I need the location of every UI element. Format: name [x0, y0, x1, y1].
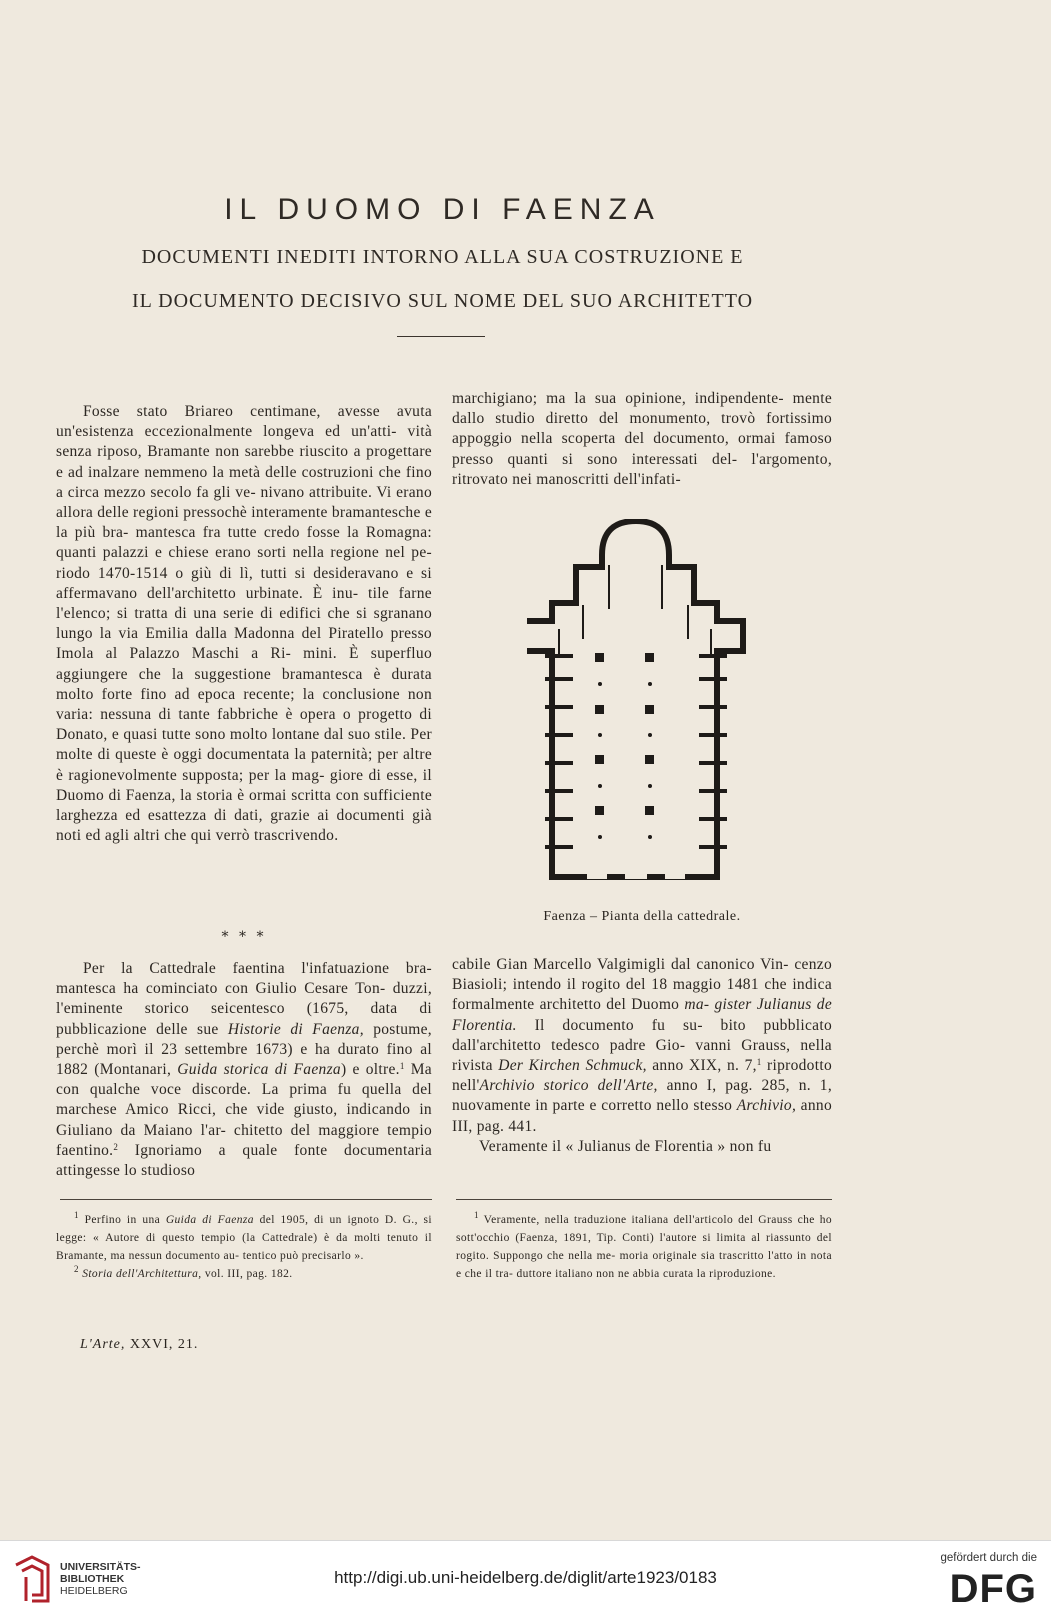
piers: [595, 653, 654, 839]
text-run: cabile Gian Marcello Valgimigli dal canonico Vin- cenzo Biasioli; intendo il rogito del 18 maggio 1481 che indica formalmente architetto del Duomo: [452, 956, 832, 1014]
journal-name: L'Arte,: [80, 1337, 126, 1352]
footnote-divider-right: [456, 1199, 832, 1200]
facade-doors: [587, 873, 685, 879]
footnote-ref: 1: [399, 1061, 405, 1072]
footnote-number: 2: [74, 1264, 79, 1274]
text-run: Veramente, nella traduzione italiana dell'articolo del Grauss che ho sott'occhio (Faenza, 1891, Tip. Conti) l'autore si limita al riassunto del rogito. Suppongo che nella me- moria originale sia trascritto l'atto in nota e che il tra- duttore italiano non ne abbia curata la riproduzione.: [456, 1214, 832, 1280]
left-column-bottom: [56, 959, 432, 1181]
final-paragraph: Veramente il « Julianus de Florentia » non fu: [479, 1137, 772, 1155]
footnote-ref: 1: [756, 1057, 762, 1068]
section-separator: * * *: [221, 929, 267, 945]
cathedral-paragraph: [56, 959, 432, 1181]
plan-outline: [527, 521, 743, 877]
text-run: riprodotto nell': [452, 1057, 832, 1095]
italic-title: Der Kirchen Schmuck,: [498, 1057, 647, 1075]
footnotes-right: [456, 1211, 832, 1283]
library-line: UNIVERSITÄTS-: [60, 1561, 141, 1573]
text-run: postume, perchè morì il 23 settembre 1673) e ha durato fino al 1882 (Montanari,: [56, 1020, 432, 1079]
italic-title: Guida storica di Faenza: [177, 1061, 341, 1079]
text-run: anno III, pag. 441.: [452, 1097, 832, 1135]
library-line: BIBLIOTHEK: [60, 1573, 125, 1585]
italic-title: Archivio,: [736, 1097, 797, 1115]
text-run: del 1905, di un ignoto D. G., si legge: « Autore di questo tempio (la Cattedrale) è da molti tenuto il Bramante, ma nessun documento au- tentico può precisarlo ».: [56, 1214, 432, 1262]
text-run: Ignoriamo a quale fonte documentaria attingesse lo studioso: [56, 1141, 432, 1180]
title-divider: [397, 336, 485, 337]
continued-paragraph: marchigiano; ma la sua opinione, indipendente- mente dallo studio diretto del monumento, trovò fortissimo appoggio nella scoperta del documento, ormai famoso presso quanti si sono interessati del- l'argomento, ritrovato nei manoscritti dell'infati-: [452, 390, 832, 488]
footnote-1: [56, 1211, 432, 1265]
text-run: Per la Cattedrale faentina l'infatuazione bra- mantesca ha cominciato con Giulio Cesare Ton- duzzi, l'eminente storico seicentesco (1675, data di pubblicazione delle sue: [56, 960, 432, 1038]
funding-note: gefördert durch die: [940, 1552, 1037, 1564]
subtitle-line-2: IL DOCUMENTO DECISIVO SUL NOME DEL SUO ARCHITETTO: [131, 290, 754, 312]
footnote-1-right: [456, 1211, 832, 1283]
subtitle-line-1: DOCUMENTI INEDITI INTORNO ALLA SUA COSTRUZIONE E: [141, 246, 744, 268]
right-column-top: [452, 389, 832, 490]
text-run: ) e oltre.: [340, 1061, 400, 1079]
text-run: Perfino in una: [78, 1214, 166, 1226]
page-title: IL DUOMO DI FAENZA: [224, 193, 661, 226]
footnotes-left: [56, 1211, 432, 1283]
chapel-walls: [545, 654, 727, 849]
library-line: HEIDELBERG: [60, 1585, 128, 1597]
left-column-top: [56, 402, 432, 846]
document-paragraph: [452, 955, 832, 1137]
footnote-number: 1: [74, 1210, 79, 1220]
issue-number: XXVI, 21.: [125, 1337, 199, 1352]
page-folio: [80, 1337, 198, 1353]
footnote-2: [56, 1265, 432, 1283]
digitization-footer: [0, 1540, 1051, 1618]
dfg-logo: DFG: [949, 1567, 1037, 1611]
text-run: Il documento fu su- bito pubblicato dall'architetto tedesco padre Gio- vanni Grauss, nella rivista: [452, 1016, 832, 1075]
italic-quote: ma- gister Julianus de Florentia.: [452, 996, 832, 1034]
plan-inner-walls: [559, 565, 711, 654]
text-run: Ma con qualche voce discorde. La prima fu quella del marchese Amico Ricci, che vide giusto, indicando in Giuliano da Maiano l'ar- chitetto del maggiore tempio faentino.: [56, 1061, 432, 1159]
text-run: vol. III, pag. 182.: [201, 1268, 293, 1280]
footnote-ref: 2: [113, 1141, 119, 1152]
text-run: anno I, pag. 285, n. 1, nuovamente in parte e corretto nello stesso: [452, 1077, 832, 1115]
cathedral-floor-plan: [527, 519, 749, 901]
footnote-number: 1: [474, 1210, 479, 1220]
figure-caption: Faenza – Pianta della cattedrale.: [543, 909, 741, 924]
permalink-url[interactable]: http://digi.ub.uni-heidelberg.de/diglit/arte1923/0183: [334, 1568, 717, 1587]
italic-title: Historie di Faenza,: [227, 1020, 364, 1038]
italic-title: Guida di Faenza: [165, 1214, 254, 1226]
footnote-divider-left: [60, 1199, 432, 1200]
intro-paragraph: Fosse stato Briareo centimane, avesse avuta un'esistenza eccezionalmente longeva ed un'atti- vità senza riposo, Bramante non sarebbe riuscito a progettare e ad inalzare nemmeno la metà delle costruzioni che fino a circa mezzo secolo fa gli ve- nivano attribuite. Vi erano allora delle regioni pressochè interamente bramantesche e la più bra- mantesca fra tutte credo fosse la Romagna: quanti palazzi e chiese erano sorti nella regione nel pe- riodo 1470-1514 o giù di lì, tutti si desideravano e si affermavano dell'architetto urbinate. È inu- tile farne l'elenco; si tratta di una serie di edifici che si sgranano lungo la via Emilia dalla Madonna del Piratello presso Imola al Palazzo Maschi a Ri- mini. È superfluo aggiungere che la suggestione bramantesca è durata molto forte fino ad epoca recente; la conclusione non varia: nessuna di tante fabbriche è opera o progetto di Donato, e quasi tutte sono molto lontane dal suo stile. Per molte di queste è oggi documentata la paternità; per altre è ragionevolmente supposta; per la mag- giore di esse, il Duomo di Faenza, la storia è ormai scritta con sufficiente larghezza ed esattezza di dati, grazie ai documenti già noti ed agli altri che qui verrò trascrivendo.: [56, 403, 433, 845]
italic-title: Storia dell'Architettura,: [82, 1268, 202, 1280]
italic-title: Archivio storico dell'Arte,: [479, 1077, 658, 1095]
text-run: anno XIX, n. 7,: [646, 1057, 757, 1075]
right-column-bottom: [452, 955, 832, 1157]
